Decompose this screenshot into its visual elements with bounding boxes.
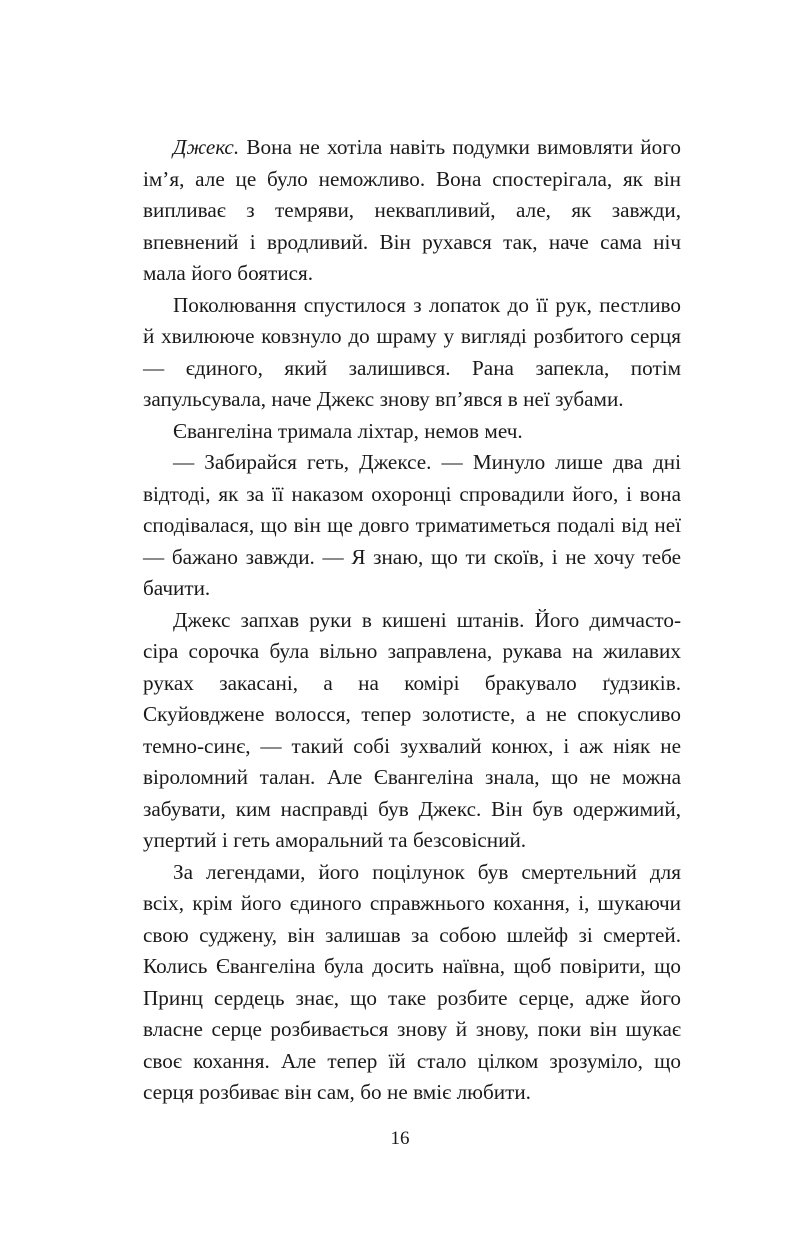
paragraph-text: Вона не хотіла навіть подумки вимовляти його ім’я, але це було неможливо. Вона спостерігала, як він випливає з темряви, неквапливий, але, як завжди, впевнений і вродливий. Він рухався так, наче сама ніч мала його боятися. [143,135,681,285]
paragraph-text: Євангеліна тримала ліхтар, немов меч. [173,418,523,443]
paragraph [143,447,681,605]
paragraph [143,132,681,290]
paragraph [143,857,681,1109]
paragraph [143,290,681,416]
paragraph [143,416,681,448]
paragraph-lead-italic: Джекс. [173,135,240,159]
paragraph-text: Поколювання спустилося з лопаток до її рук, пестливо й хвилююче ковзнуло до шраму у вигляді розбитого серця — єдиного, який залишився. Рана запекла, потім запульсувала, наче Джекс знову вп’явся в неї зубами. [143,292,681,411]
paragraph-text: — Забирайся геть, Джексе. — Минуло лише два дні відтоді, як за її наказом охоронці спровадили його, і вона сподівалася, що він ще довго триматиметься подалі від неї — бажано завжди. — Я знаю, що ти скоїв, і не хочу тебе бачити. [143,450,681,600]
paragraph [143,605,681,857]
page-text-body [143,132,681,1109]
page-number: 16 [390,1128,410,1149]
paragraph-text: За легендами, його поцілунок був смертельний для всіх, крім його єдиного справжнього кохання, і, шукаючи свою суджену, він залишав за собою шлейф зі смертей. Колись Євангеліна була досить наївна, щоб повірити, що Принц сердець знає, що таке розбите серце, адже його власне серце розбивається знову й знову, поки він шукає своє кохання. Але тепер їй стало цілком зрозуміло, що серця розбиває він сам, бо не вміє любити. [143,859,681,1104]
paragraph-text: Джекс запхав руки в кишені штанів. Його димчасто-сіра сорочка була вільно заправлена, рукава на жилавих руках закасані, а на комірі бракувало ґудзиків. Скуйовджене волосся, тепер золотисте, а не спокусливо темно-синє, — такий собі зухвалий конюх, і аж ніяк не віроломний талан. Але Євангеліна знала, що не можна забувати, ким насправді був Джекс. Він був одержимий, упертий і геть аморальний та безсовісний. [143,607,681,852]
